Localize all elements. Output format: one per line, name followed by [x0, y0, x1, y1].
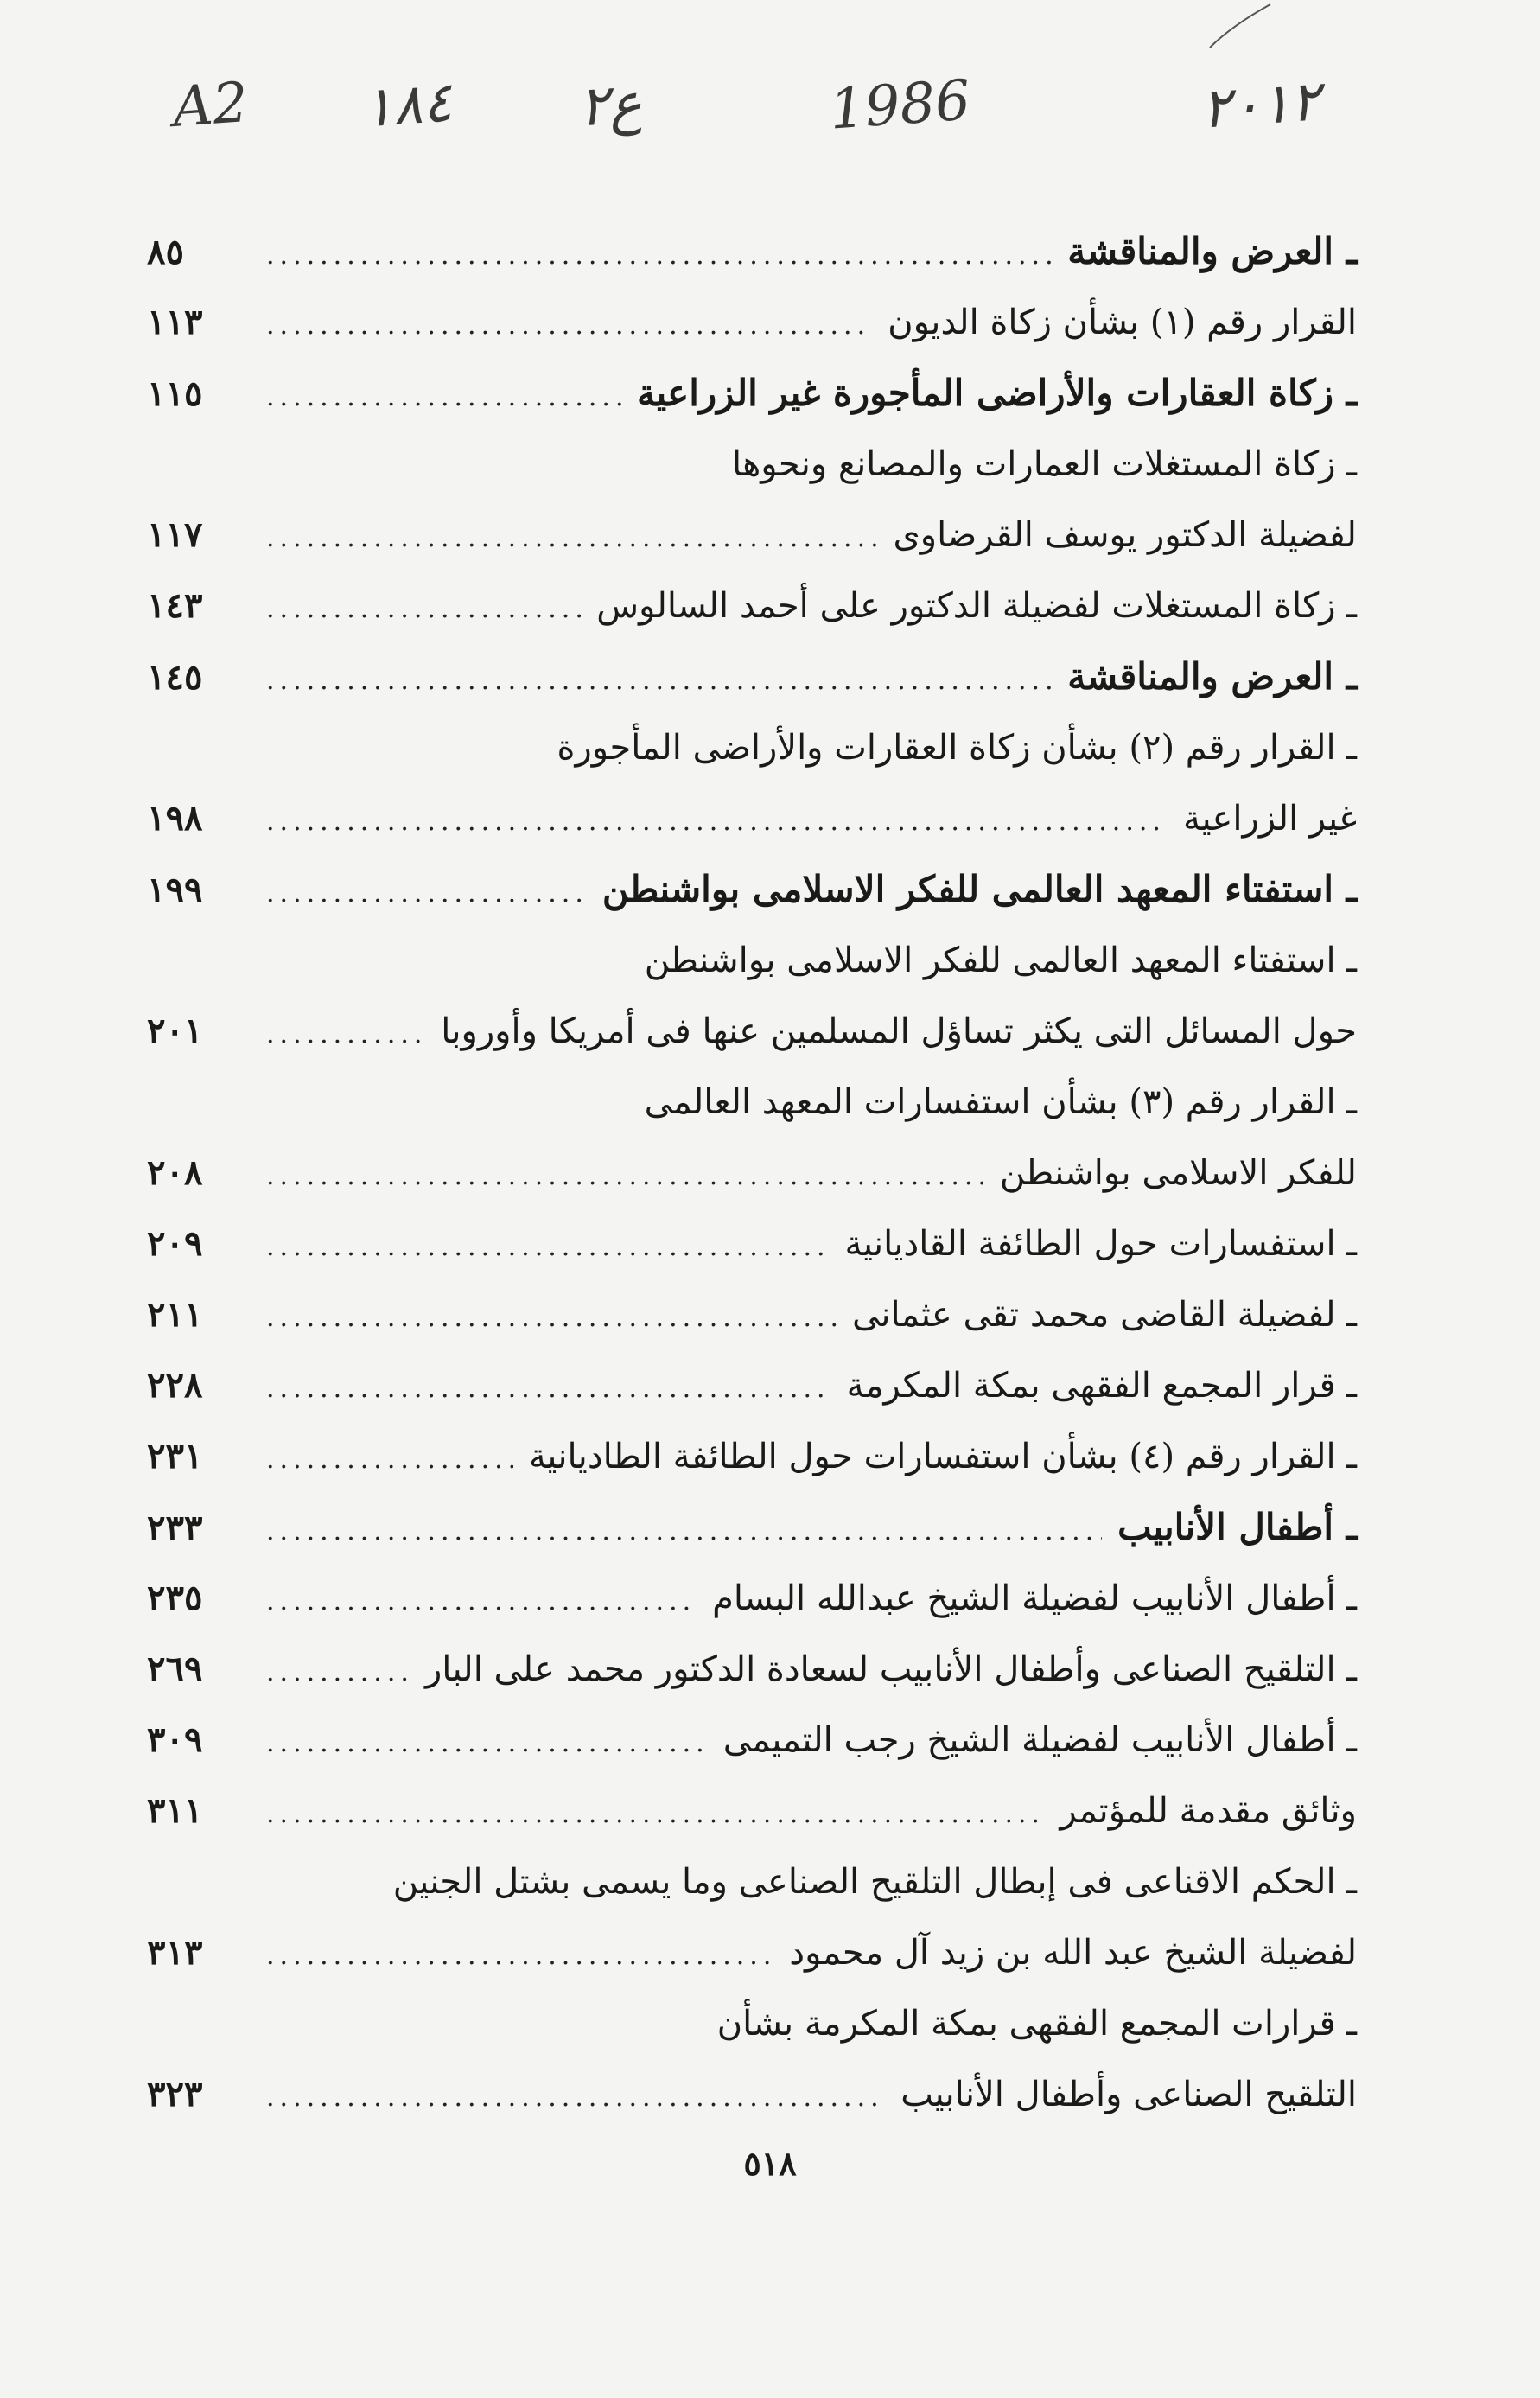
toc-entry-title: ـ أطفال الأنابيب لفضيلة الشيخ رجب التميمى	[722, 1720, 1357, 1760]
toc-entry-page: ٣١٣	[147, 1932, 203, 1973]
toc-entry	[147, 1350, 1357, 1421]
toc-entry	[147, 358, 1357, 429]
toc-entry-title: لفضيلة الشيخ عبد الله بن زيد آل محمود	[789, 1933, 1357, 1973]
dot-leader	[266, 646, 1052, 717]
toc-entry	[147, 712, 1357, 783]
toc-entry-title: ـ زكاة العقارات والأراضى المأجورة غير الزراعية	[636, 372, 1357, 414]
toc-entry-title: حول المسائل التى يكثر تساؤل المسلمين عنها فى أمريكا وأوروبا	[441, 1011, 1357, 1051]
toc-entry-page: ٢٠٨	[147, 1152, 203, 1193]
toc-entry-title: وثائق مقدمة للمؤتمر	[1060, 1791, 1357, 1831]
dot-leader	[266, 1141, 984, 1212]
toc-entry	[147, 216, 1357, 287]
toc-entry	[147, 1138, 1357, 1209]
dot-leader	[266, 290, 872, 361]
toc-entry	[147, 500, 1357, 571]
toc-entry	[147, 1563, 1357, 1634]
toc-entry	[147, 1209, 1357, 1279]
toc-entry-title: ـ قرار المجمع الفقهى بمكة المكرمة	[846, 1366, 1357, 1406]
toc-entry	[147, 1846, 1357, 1917]
dot-leader	[266, 999, 425, 1070]
dot-leader	[266, 1921, 773, 1992]
toc-entry	[147, 854, 1357, 925]
handwritten-year: 1986	[827, 68, 973, 143]
toc-entry-title: القرار رقم (١) بشأن زكاة الديون	[888, 303, 1357, 342]
toc-entry-page: ٢٢٨	[147, 1365, 203, 1406]
dot-leader	[266, 362, 621, 433]
toc-entry-title: ـ العرض والمناقشة	[1067, 230, 1357, 272]
dot-leader	[266, 1425, 513, 1496]
toc-entry-page: ١٩٨	[147, 798, 203, 839]
toc-entry-title: ـ القرار رقم (٤) بشأن استفسارات حول الطائفة الطاديانية	[528, 1437, 1357, 1476]
toc-entry-page: ٢٠١	[147, 1011, 203, 1051]
handwritten-note-1: A2	[170, 71, 251, 140]
toc-entry-page: ٢٦٩	[147, 1649, 203, 1689]
dot-leader	[266, 503, 877, 574]
toc-entry	[147, 641, 1357, 712]
toc-entry	[147, 287, 1357, 358]
toc-entry-page: ١١٧	[147, 514, 203, 555]
dot-leader	[266, 1708, 708, 1779]
toc-entry	[147, 1279, 1357, 1350]
handwritten-note-2: ١٨٤	[360, 70, 455, 141]
toc-entry-title: للفكر الاسلامى بواشنطن	[999, 1153, 1357, 1193]
toc-entry-page: ٣٠٩	[147, 1719, 203, 1760]
toc-entry	[147, 429, 1357, 500]
dot-leader	[266, 1354, 831, 1425]
toc-entry-title: ـ استفسارات حول الطائفة القاديانية	[844, 1224, 1357, 1264]
toc-entry	[147, 1634, 1357, 1705]
toc-entry	[147, 925, 1357, 996]
toc-entry	[147, 1988, 1357, 2059]
toc-entry-title: غير الزراعية	[1183, 799, 1357, 839]
toc-entry-page: ١١٥	[147, 373, 203, 414]
toc-entry-title: ـ زكاة المستغلات العمارات والمصانع ونحوها	[731, 444, 1357, 484]
toc-entry-title: ـ لفضيلة القاضى محمد تقى عثمانى	[852, 1295, 1357, 1335]
toc-entry-title: ـ القرار رقم (٢) بشأن زكاة العقارات والأراضى المأجورة	[557, 728, 1357, 768]
toc-entry-page: ٢٠٩	[147, 1223, 203, 1264]
toc-entry-title: لفضيلة الدكتور يوسف القرضاوى	[893, 515, 1357, 555]
handwritten-note-5: ٢٠١٢	[1199, 69, 1322, 142]
toc-entry	[147, 1492, 1357, 1563]
page-number: ٥١٨	[743, 2144, 797, 2183]
toc-entry-page: ١١٣	[147, 302, 203, 342]
dot-leader	[266, 1212, 829, 1283]
toc-entry	[147, 571, 1357, 641]
toc-entry	[147, 1421, 1357, 1492]
toc-entry	[147, 1917, 1357, 1988]
toc-entry-title: ـ أطفال الأنابيب	[1117, 1506, 1357, 1548]
toc-entry-page: ٨٥	[147, 232, 184, 272]
toc-entry-page: ١٩٩	[147, 870, 203, 910]
dot-leader	[266, 1283, 837, 1354]
toc-entry-page: ٣٢٣	[147, 2074, 203, 2114]
toc-entry-title: ـ أطفال الأنابيب لفضيلة الشيخ عبدالله البسام	[712, 1578, 1357, 1618]
toc-entry	[147, 996, 1357, 1067]
toc-entry-page: ٢٣٥	[147, 1578, 203, 1618]
toc-entry-title: ـ قرارات المجمع الفقهى بمكة المكرمة بشأن	[716, 2004, 1357, 2044]
dot-leader	[266, 574, 581, 645]
dot-leader	[266, 1566, 697, 1637]
toc-entry-page: ٢٣٣	[147, 1508, 203, 1548]
dot-leader	[266, 220, 1052, 291]
handwritten-note-3: ع٢	[576, 71, 645, 140]
toc-entry	[147, 2059, 1357, 2130]
toc-entry-page: ١٤٥	[147, 657, 203, 698]
toc-entry-title: التلقيح الصناعى وأطفال الأنابيب	[900, 2075, 1357, 2114]
toc-entry-page: ٣١١	[147, 1790, 203, 1831]
dot-leader	[266, 1496, 1102, 1567]
toc-entry	[147, 783, 1357, 854]
toc-entry	[147, 1067, 1357, 1138]
dot-leader	[266, 787, 1168, 858]
toc-entry	[147, 1776, 1357, 1846]
table-of-contents	[147, 216, 1357, 2130]
toc-entry-title: ـ الحكم الاقناعى فى إبطال التلقيح الصناعى وما يسمى بشتل الجنين	[392, 1862, 1357, 1902]
dot-leader	[266, 858, 587, 929]
handwritten-annotation	[147, 68, 1374, 169]
pencil-stroke-icon	[1206, 0, 1275, 52]
toc-entry-title: ـ القرار رقم (٣) بشأن استفسارات المعهد العالمى	[644, 1082, 1357, 1122]
toc-entry-title: ـ العرض والمناقشة	[1067, 655, 1357, 698]
toc-entry-title: ـ استفتاء المعهد العالمى للفكر الاسلامى بواشنطن	[644, 941, 1357, 980]
toc-entry-title: ـ زكاة المستغلات لفضيلة الدكتور على أحمد السالوس	[596, 586, 1357, 626]
dot-leader	[266, 1637, 410, 1708]
toc-entry-title: ـ استفتاء المعهد العالمى للفكر الاسلامى بواشنطن	[601, 868, 1357, 910]
toc-entry-title: ـ التلقيح الصناعى وأطفال الأنابيب لسعادة الدكتور محمد على البار	[424, 1649, 1357, 1689]
dot-leader	[266, 2063, 885, 2133]
toc-entry-page: ٢٣١	[147, 1436, 203, 1476]
toc-entry	[147, 1705, 1357, 1776]
toc-entry-page: ٢١١	[147, 1294, 203, 1335]
toc-entry-page: ١٤٣	[147, 585, 203, 626]
dot-leader	[266, 1779, 1044, 1850]
